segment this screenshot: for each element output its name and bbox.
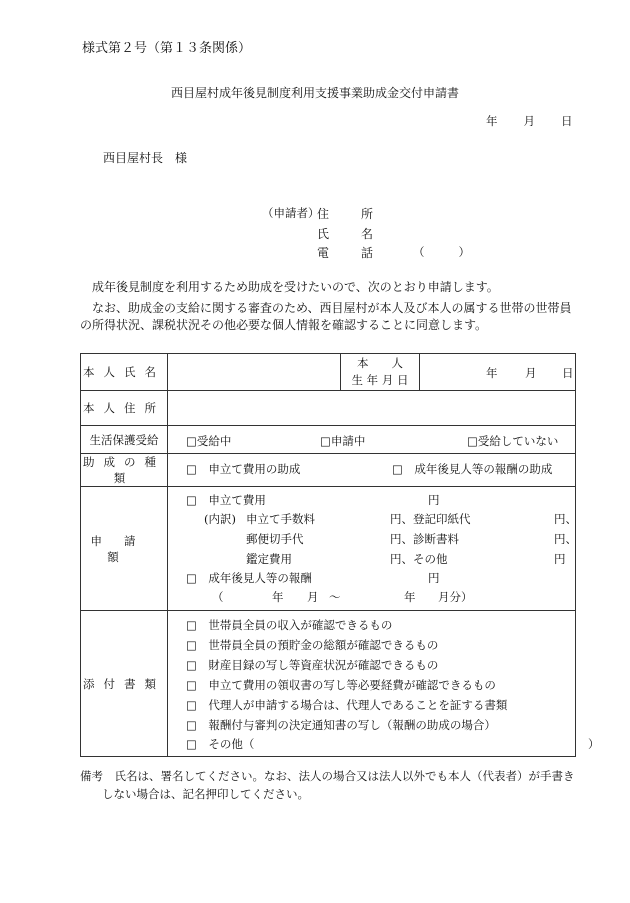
attachment-item[interactable]: □ 申立て費用の領収書の写し等必要経費が確認できるもの	[186, 678, 496, 692]
statement-paragraph-2-line2: の所得状況、課税状況その他必要な個人情報を確認することに同意します。	[80, 318, 488, 332]
applicant-phone-label: 電 話	[317, 246, 384, 260]
applicant-phone-parens	[413, 246, 470, 260]
statement-paragraph-2-line1: なお、助成金の支給に関する審査のため、西目屋村が本人及び本人の属する世帯の世帯員	[80, 301, 572, 315]
period-month: 月	[307, 590, 319, 604]
row-welfare	[81, 426, 576, 454]
amount-registry-yen: 円、	[554, 512, 577, 526]
birthdate-label	[341, 354, 420, 391]
amount-other: 円、その他	[390, 552, 448, 566]
subsidy-type-label: 助成の種類	[81, 454, 168, 487]
row-subsidy-type	[81, 454, 576, 487]
amount-breakdown: (内訳)	[204, 512, 236, 526]
date-day: 日	[561, 114, 573, 128]
amount-registry-stamp: 円、登記印紙代	[390, 512, 471, 526]
period-open: （	[212, 590, 224, 604]
person-name-label: 本人氏名	[81, 354, 168, 391]
amount-filing-fee: 申立て手数料	[246, 512, 315, 526]
application-date	[486, 115, 573, 129]
amount-postage: 郵便切手代	[246, 532, 304, 546]
birthdate-label-line1: 本 人	[357, 355, 403, 370]
birth-day: 日	[562, 366, 574, 380]
amount-details	[168, 487, 576, 611]
subsidy-type-options	[168, 454, 576, 487]
amount-guardian-fee-yen: 円	[428, 571, 440, 585]
attachment-item[interactable]: □ 報酬付与審判の決定通知書の写し（報酬の助成の場合）	[186, 718, 496, 732]
date-month: 月	[523, 114, 535, 128]
person-address-field[interactable]	[168, 391, 576, 426]
addressee: 西目屋村長 様	[103, 151, 188, 165]
attachment-item[interactable]: □ 世帯員全員の収入が確認できるもの	[186, 618, 393, 632]
amount-other-yen: 円	[554, 552, 566, 566]
person-name-field[interactable]	[168, 354, 341, 391]
document-title: 西目屋村成年後見制度利用支援事業助成金交付申請書	[170, 86, 459, 100]
applicant-name-label: 氏 名	[317, 227, 384, 241]
subsidy-option-guardian-fee[interactable]: □ 成年後見人等の報酬の助成	[392, 462, 553, 476]
welfare-option-applying[interactable]: □申請中	[320, 434, 366, 448]
attachment-other-close: ）	[588, 737, 600, 751]
applicant-role-label: （申請者）	[262, 206, 320, 220]
amount-filing-cost-yen: 円	[428, 493, 440, 507]
attachments-list	[168, 611, 600, 757]
applicant-address-label: 住 所	[317, 207, 384, 221]
period-year: 年	[272, 590, 284, 604]
birth-year: 年	[486, 366, 498, 380]
row-person-address	[81, 391, 576, 426]
remarks-line2: しない場合は、記名押印してください。	[102, 787, 309, 801]
attachment-item[interactable]: □ 財産目録の写し等資産状況が確認できるもの	[186, 658, 439, 672]
statement-paragraph-1: 成年後見制度を利用するため助成を受けたいので、次のとおり申請します。	[80, 280, 499, 294]
application-table	[80, 353, 600, 757]
attachments-label: 添付書類	[81, 611, 168, 757]
attachment-item[interactable]: □ 代理人が申請する場合は、代理人であることを証する書類	[186, 698, 508, 712]
row-attachments	[81, 611, 576, 757]
welfare-label: 生活保護受給	[81, 426, 168, 454]
amount-medical-cert: 円、診断書料	[390, 532, 459, 546]
amount-filing-cost[interactable]: □ 申立て費用	[186, 493, 266, 507]
amount-guardian-fee[interactable]: □ 成年後見人等の報酬	[186, 571, 312, 585]
row-person-name	[81, 354, 576, 391]
attachment-item[interactable]: □ 世帯員全員の預貯金の総額が確認できるもの	[186, 638, 439, 652]
welfare-option-not-receiving[interactable]: □受給していない	[467, 434, 559, 448]
period-year-2: 年	[404, 590, 416, 604]
welfare-options	[168, 426, 576, 454]
attachment-item-other[interactable]: □ その他（	[186, 737, 255, 751]
phone-paren-open: （	[413, 245, 425, 259]
amount-appraisal: 鑑定費用	[246, 552, 292, 566]
amount-label: 申請額	[81, 487, 168, 611]
person-address-label: 本人住所	[81, 391, 168, 426]
phone-paren-close: ）	[458, 245, 470, 259]
row-amount	[81, 487, 576, 611]
birthdate-label-line2: 生 年 月 日	[351, 373, 409, 387]
period-close: 月分）	[438, 590, 473, 604]
welfare-option-receiving[interactable]: □受給中	[186, 434, 232, 448]
amount-medical-yen: 円、	[554, 532, 577, 546]
birthdate-field[interactable]	[420, 354, 576, 391]
date-year: 年	[486, 114, 498, 128]
form-number: 様式第２号（第１３条関係）	[82, 41, 252, 56]
period-tilde: ～	[329, 590, 341, 604]
remarks-line1: 備考 氏名は、署名してください。なお、法人の場合又は法人以外でも本人（代表者）が手書き	[80, 769, 575, 783]
subsidy-option-filing[interactable]: □ 申立て費用の助成	[186, 462, 301, 476]
birth-month: 月	[525, 366, 537, 380]
